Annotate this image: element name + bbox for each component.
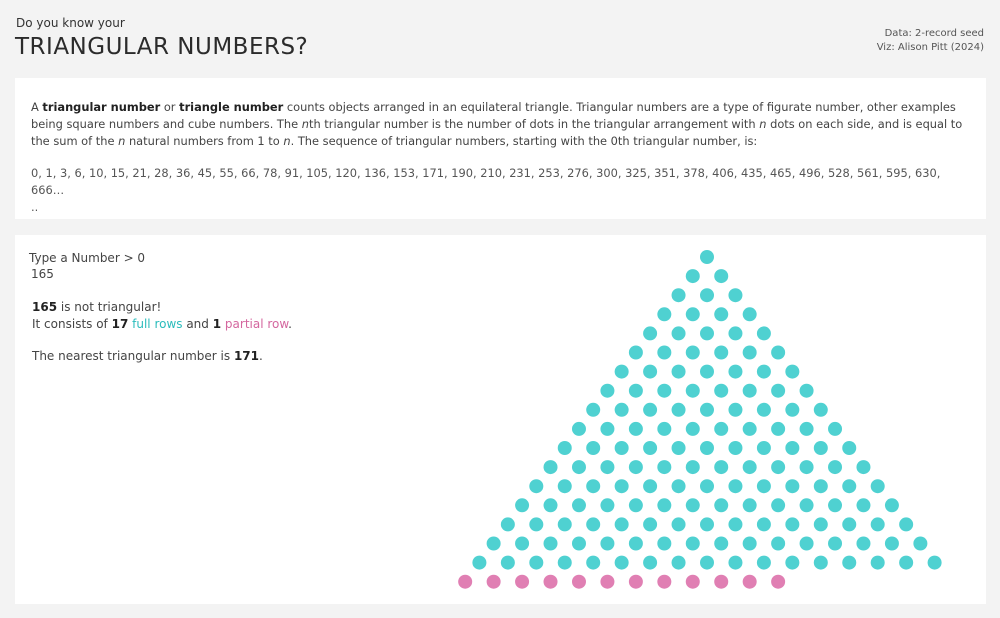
full-row-dot [572, 460, 586, 474]
full-row-dot [700, 403, 714, 417]
full-row-dot [643, 365, 657, 379]
full-row-dot [686, 498, 700, 512]
full-row-dot [686, 422, 700, 436]
full-row-dot [800, 384, 814, 398]
full-row-dot [856, 537, 870, 551]
full-row-dot [700, 326, 714, 340]
full-row-dot [714, 460, 728, 474]
full-row-dot [800, 537, 814, 551]
full-row-dot [672, 556, 686, 570]
partial-row-dot [600, 575, 614, 589]
intro-text-g: . The sequence of triangular numbers, starting with the 0th triangular number, is: [290, 134, 758, 148]
full-row-dot [600, 537, 614, 551]
full-row-dot [728, 441, 742, 455]
full-row-dot [885, 537, 899, 551]
var-n: n [118, 134, 126, 148]
full-row-dot [558, 479, 572, 493]
intro-paragraph [31, 99, 966, 150]
full-row-dot [529, 517, 543, 531]
full-row-dot [757, 479, 771, 493]
full-row-dot [728, 365, 742, 379]
full-row-dot [728, 403, 742, 417]
full-row-dot [643, 441, 657, 455]
intro-text-c: counts objects arranged in an equilateral triangle. Triangular numbers are a type of figurate number, other examples being square numbers and cube numbers. The [31, 100, 956, 131]
full-row-dot [501, 556, 515, 570]
full-row-dot [686, 269, 700, 283]
full-row-dot [629, 460, 643, 474]
full-row-dot [800, 460, 814, 474]
full-row-dot [558, 517, 572, 531]
full-row-dot [686, 384, 700, 398]
full-row-dot [629, 384, 643, 398]
full-row-dot [785, 517, 799, 531]
partial-row-dot [743, 575, 757, 589]
partial-row-dot [686, 575, 700, 589]
full-row-dot [615, 517, 629, 531]
full-row-dot [871, 556, 885, 570]
full-row-dot [572, 422, 586, 436]
viz-credit: Viz: Alison Pitt (2024) [876, 42, 984, 53]
full-row-dot [643, 517, 657, 531]
full-row-dot [600, 460, 614, 474]
sequence-line: 0, 1, 3, 6, 10, 15, 21, 28, 36, 45, 55, 66, 78, 91, 105, 120, 136, 153, 171, 190, 210, 231, 253, 276, 300, 325, 351, 378, 406, 435, 465, 496, 528, 561, 595, 630, 666… [31, 166, 941, 197]
var-n: n [759, 117, 767, 131]
full-row-dot [629, 422, 643, 436]
period: . [288, 317, 292, 331]
full-row-dot [728, 479, 742, 493]
full-row-dot [728, 556, 742, 570]
var-n: n [283, 134, 291, 148]
intro-text-a: A [31, 100, 43, 114]
full-row-dot [757, 441, 771, 455]
full-row-dot [672, 326, 686, 340]
full-row-dot [814, 556, 828, 570]
full-row-dot [544, 460, 558, 474]
full-row-dot [643, 556, 657, 570]
intro-text-f: natural numbers from 1 to [125, 134, 284, 148]
full-row-dot [586, 403, 600, 417]
full-row-dot [728, 517, 742, 531]
full-row-dot [771, 498, 785, 512]
full-row-dot [657, 460, 671, 474]
full-row-dot [657, 498, 671, 512]
full-row-dot [472, 556, 486, 570]
full-row-dot [700, 288, 714, 302]
full-row-dot [572, 498, 586, 512]
sequence-continuation: .. [31, 200, 39, 214]
full-row-dot [515, 498, 529, 512]
full-row-dot [672, 288, 686, 302]
full-row-dot [757, 517, 771, 531]
full-row-dot [842, 517, 856, 531]
partial-row-dot [629, 575, 643, 589]
full-row-dot [771, 422, 785, 436]
full-row-dot [714, 269, 728, 283]
full-row-dot [529, 556, 543, 570]
intro-text-b: or [160, 100, 180, 114]
triangle-dots-chart [15, 235, 986, 604]
partial-row-count: 1 [212, 317, 222, 331]
full-row-dot [899, 517, 913, 531]
full-row-dot [501, 517, 515, 531]
full-row-dot [743, 498, 757, 512]
full-row-dot [743, 307, 757, 321]
full-row-dot [586, 517, 600, 531]
partial-row-dot [544, 575, 558, 589]
full-row-dot [572, 537, 586, 551]
page-title: TRIANGULAR NUMBERS? [15, 34, 309, 60]
intro-text-e: dots on each side, and is equal to the sum of the [31, 117, 963, 148]
full-row-dot [686, 346, 700, 360]
partial-row-dot [572, 575, 586, 589]
full-row-dot [814, 479, 828, 493]
full-row-dot [700, 365, 714, 379]
intro-text-d: th triangular number is the number of dots in the triangular arrangement with [308, 117, 760, 131]
full-row-dot [544, 537, 558, 551]
full-row-dot [714, 346, 728, 360]
data-credit: Data: 2-record seed [884, 28, 984, 39]
full-row-dot [629, 346, 643, 360]
full-row-dot [600, 384, 614, 398]
full-row-dot [743, 537, 757, 551]
full-row-dot [600, 422, 614, 436]
partial-row-dot [458, 575, 472, 589]
full-row-dot [928, 556, 942, 570]
full-row-dot [800, 498, 814, 512]
header [0, 0, 1000, 72]
full-row-dot [714, 384, 728, 398]
credits [877, 27, 984, 55]
number-input-label: Type a Number > 0 [29, 251, 146, 265]
full-row-dot [700, 479, 714, 493]
full-row-dot [771, 460, 785, 474]
full-row-dot [657, 307, 671, 321]
full-row-dot [686, 460, 700, 474]
full-row-dot [586, 479, 600, 493]
term-triangular-number: triangular number [42, 100, 161, 114]
full-row-dot [629, 537, 643, 551]
full-row-dot [586, 441, 600, 455]
var-n: n [301, 117, 309, 131]
partial-row-dot [515, 575, 529, 589]
partial-row-dot [657, 575, 671, 589]
full-row-dot [743, 384, 757, 398]
full-row-dot [785, 403, 799, 417]
full-row-dot [871, 517, 885, 531]
full-row-dot [672, 517, 686, 531]
full-row-dot [728, 288, 742, 302]
full-row-dot [615, 441, 629, 455]
full-row-dot [700, 441, 714, 455]
full-row-dot [643, 403, 657, 417]
full-row-dot [672, 441, 686, 455]
full-row-dot [615, 365, 629, 379]
full-row-dot [700, 556, 714, 570]
full-row-dot [885, 498, 899, 512]
full-row-dot [714, 422, 728, 436]
partial-row-label: partial row [224, 317, 289, 331]
full-row-dot [629, 498, 643, 512]
full-row-dot [529, 479, 543, 493]
partial-row-dot [487, 575, 501, 589]
full-row-dot [842, 479, 856, 493]
full-row-dot [544, 498, 558, 512]
intro-panel [15, 78, 986, 219]
full-row-dot [757, 556, 771, 570]
full-row-dot [714, 537, 728, 551]
full-row-dot [856, 498, 870, 512]
full-row-dot [828, 460, 842, 474]
full-row-dot [814, 441, 828, 455]
nearest-prefix: The nearest triangular number is [32, 349, 234, 363]
full-row-dot [515, 537, 529, 551]
full-row-dot [714, 307, 728, 321]
full-row-dot [814, 517, 828, 531]
full-row-dot [871, 479, 885, 493]
full-row-dot [700, 517, 714, 531]
full-row-dot [785, 479, 799, 493]
full-row-dot [828, 498, 842, 512]
full-row-dot [842, 556, 856, 570]
nearest-suffix: . [259, 349, 263, 363]
full-row-dot [600, 498, 614, 512]
full-row-dot [615, 403, 629, 417]
full-row-dot [615, 556, 629, 570]
full-row-dot [672, 403, 686, 417]
full-row-dot [913, 537, 927, 551]
full-row-dot [828, 537, 842, 551]
full-row-dot [487, 537, 501, 551]
term-triangle-number: triangle number [179, 100, 284, 114]
full-row-dot [743, 346, 757, 360]
sequence-text [31, 165, 966, 216]
full-row-dot [828, 422, 842, 436]
full-row-dot [757, 365, 771, 379]
full-row-dot [700, 250, 714, 264]
full-row-dot [899, 556, 913, 570]
full-row-dot [771, 346, 785, 360]
partial-row-dot [771, 575, 785, 589]
full-row-dot [686, 307, 700, 321]
number-input[interactable]: 165 [31, 267, 54, 281]
consists-prefix: It consists of [32, 317, 112, 331]
full-row-dot [657, 384, 671, 398]
full-row-dot [586, 556, 600, 570]
full-row-dot [558, 441, 572, 455]
full-row-dot [785, 556, 799, 570]
full-row-dot [856, 460, 870, 474]
full-row-dot [657, 422, 671, 436]
nearest-value: 171 [233, 349, 259, 363]
full-row-dot [785, 365, 799, 379]
full-row-dot [686, 537, 700, 551]
full-row-dot [672, 479, 686, 493]
full-row-dot [800, 422, 814, 436]
full-row-dot [672, 365, 686, 379]
main-panel [15, 235, 986, 604]
full-row-dot [657, 346, 671, 360]
full-row-dot [643, 479, 657, 493]
full-row-dot [814, 403, 828, 417]
result-number: 165 [32, 300, 58, 314]
full-row-dot [757, 326, 771, 340]
partial-row-dot [714, 575, 728, 589]
full-row-dot [771, 537, 785, 551]
full-row-dot [643, 326, 657, 340]
full-row-dot [771, 384, 785, 398]
full-row-dot [757, 403, 771, 417]
full-row-dot [785, 441, 799, 455]
full-row-dot [743, 422, 757, 436]
full-rows-label: full rows [132, 317, 183, 331]
and-text: and [182, 317, 213, 331]
full-row-dot [657, 537, 671, 551]
not-triangular-text: is not triangular! [57, 300, 162, 314]
full-row-dot [728, 326, 742, 340]
full-row-dot [842, 441, 856, 455]
full-row-count: 17 [111, 317, 129, 331]
full-row-dot [615, 479, 629, 493]
kicker: Do you know your [16, 16, 125, 30]
full-row-dot [743, 460, 757, 474]
full-row-dot [558, 556, 572, 570]
full-row-dot [714, 498, 728, 512]
